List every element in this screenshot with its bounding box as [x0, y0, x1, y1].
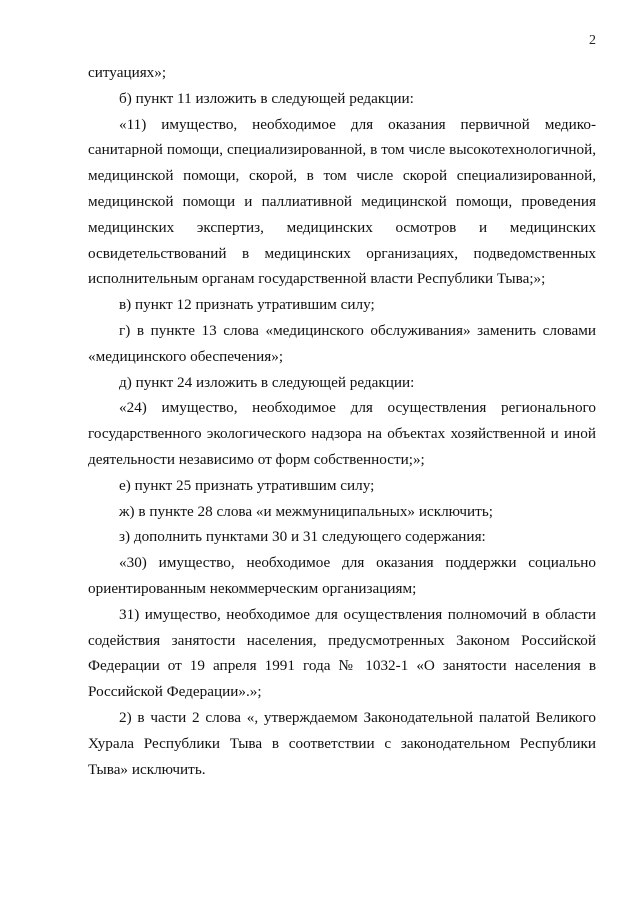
paragraph-item-g: г) в пункте 13 слова «медицинского обслуживания» заменить словами «медицинского обеспечения»;	[88, 321, 596, 365]
page-number: 2	[589, 33, 596, 48]
paragraph-item-z: з) дополнить пунктами 30 и 31 следующего содержания:	[119, 528, 486, 546]
paragraph-item-v: в) пункт 12 признать утратившим силу;	[119, 296, 375, 314]
paragraph-item-e: е) пункт 25 признать утратившим силу;	[119, 476, 375, 494]
paragraph-item-24-text: «24) имущество, необходимое для осуществления регионального государственного экологического надзора на объектах хозяйственной и иной деятельности независимо от форм собственности;»;	[88, 399, 596, 468]
document-body	[88, 60, 596, 782]
paragraph-item-d: д) пункт 24 изложить в следующей редакции:	[119, 373, 415, 391]
paragraph-item-2: 2) в части 2 слова «, утверждаемом Законодательной палатой Великого Хурала Республики Тыва в соответствии с законодательном Республики Тыва» исключить.	[88, 708, 596, 778]
paragraph-item-11-text: «11) имущество, необходимое для оказания первичной медико-санитарной помощи, специализированной, в том числе высокотехнологичной, медицинской помощи, скорой, в том числе скорой специализированной, медицинской помощи и паллиативной медицинской помощи, проведения медицинских экспертиз, медицинских осмотров и медицинских освидетельствований в медицинских организациях, подведомственных исполнительным органам государственной власти Республики Тыва;»;	[88, 115, 596, 288]
paragraph-item-30-text: «30) имущество, необходимое для оказания поддержки социально ориентированным некоммерческим организациям;	[88, 554, 596, 597]
paragraph-continuation: ситуациях»;	[88, 64, 167, 81]
paragraph-item-zh: ж) в пункте 28 слова «и межмуниципальных» исключить;	[119, 502, 493, 520]
paragraph-item-b: б) пункт 11 изложить в следующей редакции:	[119, 89, 414, 107]
paragraph-item-31-text: 31) имущество, необходимое для осуществления полномочий в области содействия занятости населения, предусмотренных Законом Российской Федерации от 19 апреля 1991 года № 1032-1 «О занятости населения в Российской Федерации».»;	[88, 605, 596, 701]
